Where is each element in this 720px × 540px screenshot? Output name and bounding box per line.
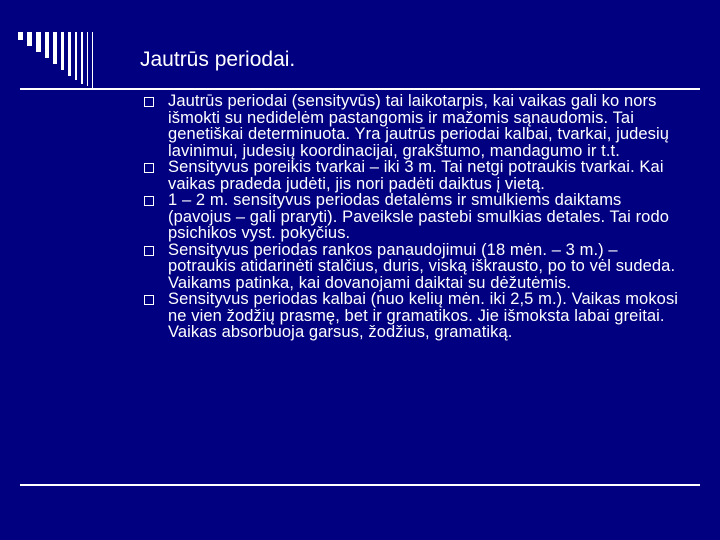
decorative-bar	[18, 32, 23, 40]
hollow-square-icon	[144, 246, 154, 256]
decorative-bar	[92, 32, 93, 88]
decorative-bar	[36, 32, 41, 52]
decorative-bar	[45, 32, 49, 58]
bullet-text: 1 – 2 m. sensityvus periodas detalėms ir smulkiems daiktams (pavojus – gali praryti). Paveiksle pastebi smulkias detales. Tai rodo psichikos vyst. pokyčius.	[168, 191, 670, 242]
hollow-square-icon	[144, 196, 154, 206]
hollow-square-icon	[144, 97, 154, 107]
bullet-text: Sensityvus periodas rankos panaudojimui (18 mėn. – 3 m.) – potraukis atidarinėti stalčius, duris, viską iškrausto, po to vėl sudeda. Vaikams patinka, kai dovanojami daiktai su dėžutėmis.	[168, 240, 676, 292]
footer-divider	[20, 484, 700, 486]
list-item	[144, 192, 689, 242]
list-item	[144, 93, 689, 159]
bullet-text: Jautrūs periodai (sensityvūs) tai laikotarpis, kai vaikas gali ko nors išmokti su nedidelėm pastangomis ir mažomis sąnaudomis. Tai genetiškai determinuota. Yra jautrūs periodai kalbai, tvarkai, judesių lavinimui, judesių koordinacijai, grakštumo, mandagumo ir t.t.	[168, 92, 670, 160]
list-item	[144, 242, 689, 292]
bullet-list	[144, 93, 689, 341]
decorative-bar	[68, 32, 71, 76]
decorative-bar	[53, 32, 57, 64]
list-item	[144, 291, 689, 341]
bullet-text: Sensityvus poreikis tvarkai – iki 3 m. Tai netgi potraukis tvarkai. Kai vaikas pradeda judėti, jis nori padėti daiktus į vietą.	[168, 158, 664, 193]
slide-title: Jautrūs periodai.	[140, 48, 296, 71]
bullet-text: Sensityvus periodas kalbai (nuo kelių mėn. iki 2,5 m.). Vaikas mokosi ne vien žodžių prasmę, bet ir gramatikos. Jie išmoksta labai greitai. Vaikas absorbuoja garsus, žodžius, gramatiką.	[168, 290, 679, 341]
hollow-square-icon	[144, 295, 154, 305]
hollow-square-icon	[144, 163, 154, 173]
list-item	[144, 159, 689, 192]
decorative-bar	[75, 32, 77, 80]
decorative-bar	[81, 32, 83, 84]
decorative-bar	[87, 32, 88, 86]
decorative-bar	[61, 32, 64, 70]
title-divider	[20, 88, 700, 90]
decorative-bar	[27, 32, 32, 46]
decorative-bars	[18, 32, 93, 88]
